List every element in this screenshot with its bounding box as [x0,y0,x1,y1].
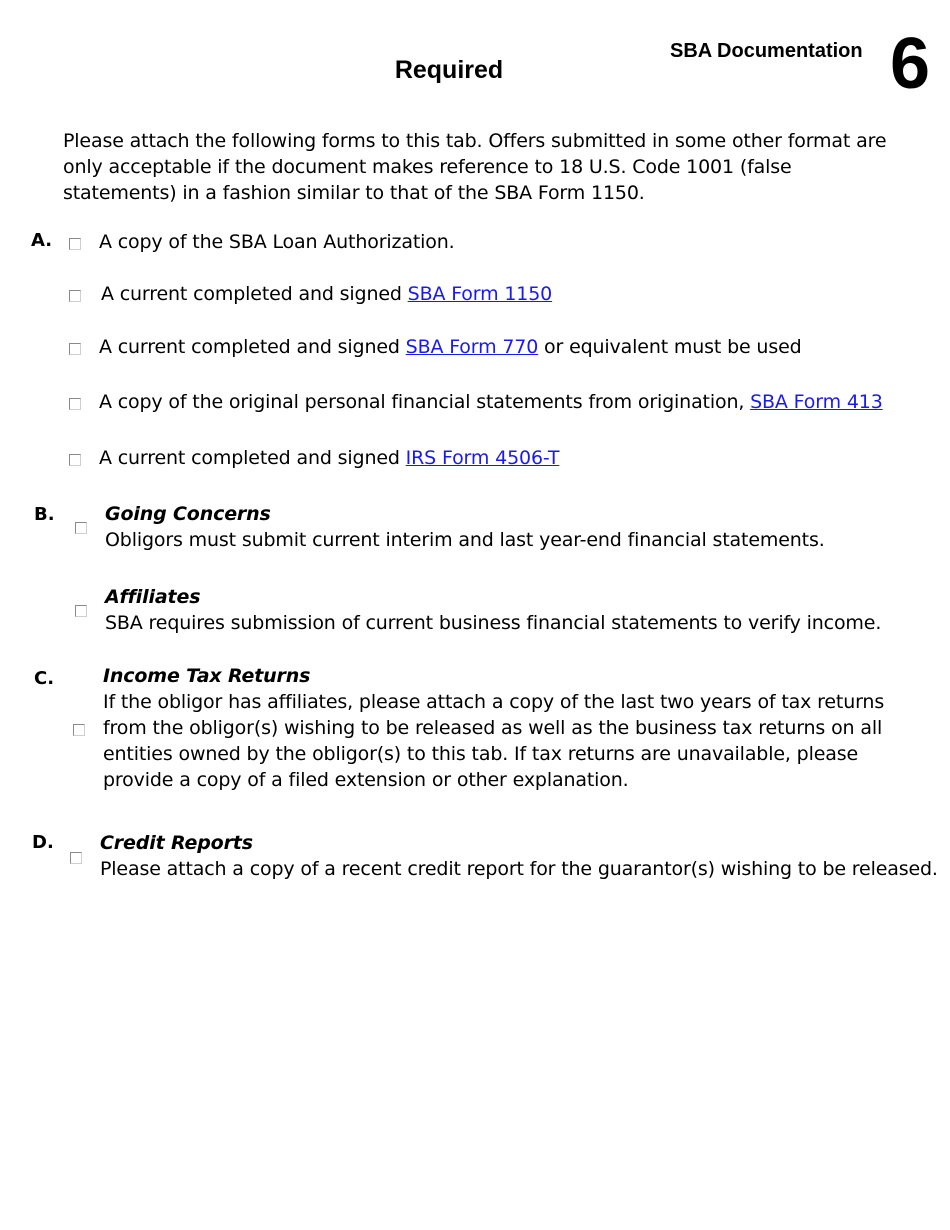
section-title: SBA Documentation [670,40,863,62]
going-concerns-heading: Going Concerns [105,503,271,525]
checkbox-credit-reports[interactable] [70,852,82,864]
checkbox-sba-form-413[interactable] [69,398,81,410]
link-sba-form-413[interactable]: SBA Form 413 [750,391,883,413]
item-loan-authorization [99,229,455,255]
affiliates-text: SBA requires submission of current business financial statements to verify income. [105,612,882,634]
intro-paragraph: Please attach the following forms to this tab. Offers submitted in some other format are only acceptable if the document makes reference to 18 U.S. Code 1001 (false statements) in a fashion similar to that of the SBA Form 1150. [63,130,887,204]
item-text: A copy of the SBA Loan Authorization. [99,231,455,253]
income-tax-returns-heading: Income Tax Returns [103,665,311,687]
section-c-letter: C. [34,668,55,689]
item-text-suffix: or equivalent must be used [538,336,802,358]
checkbox-going-concerns[interactable] [75,522,87,534]
item-sba-form-1150 [101,281,552,307]
section-a-letter: A. [31,230,53,251]
item-text: A current completed and signed [99,447,406,469]
item-text: A copy of the original personal financial statements from origination, [99,391,751,413]
checkbox-irs-form-4506t[interactable] [69,454,81,466]
credit-reports-heading: Credit Reports [100,832,253,854]
tab-number: 6 [890,24,931,104]
item-sba-form-770 [99,334,802,360]
section-d-letter: D. [32,832,54,853]
item-sba-form-413 [99,389,883,415]
checkbox-sba-form-1150[interactable] [69,290,81,302]
checkbox-sba-form-770[interactable] [69,343,81,355]
item-text: A current completed and signed [99,336,406,358]
item-irs-form-4506t [99,445,559,471]
affiliates-heading: Affiliates [105,586,201,608]
credit-reports-text: Please attach a copy of a recent credit report for the guarantor(s) wishing to be released. [100,858,938,880]
checkbox-income-tax-returns[interactable] [73,724,85,736]
going-concerns-text: Obligors must submit current interim and last year-end financial statements. [105,529,825,551]
income-tax-returns-text: If the obligor has affiliates, please attach a copy of the last two years of tax returns from the obligor(s) wishing to be released as well as the business tax returns on all entities owned by the obligor(s) to this tab. If tax returns are unavailable, please provide a copy of a filed extension or other explanation. [103,691,885,791]
link-irs-form-4506t[interactable]: IRS Form 4506-T [405,447,560,469]
link-sba-form-1150[interactable]: SBA Form 1150 [407,283,553,305]
page-title: Required [394,56,504,84]
link-sba-form-770[interactable]: SBA Form 770 [405,336,539,358]
section-b-letter: B. [34,504,55,525]
checkbox-affiliates[interactable] [75,605,87,617]
checkbox-loan-authorization[interactable] [69,238,81,250]
item-text: A current completed and signed [101,283,408,305]
